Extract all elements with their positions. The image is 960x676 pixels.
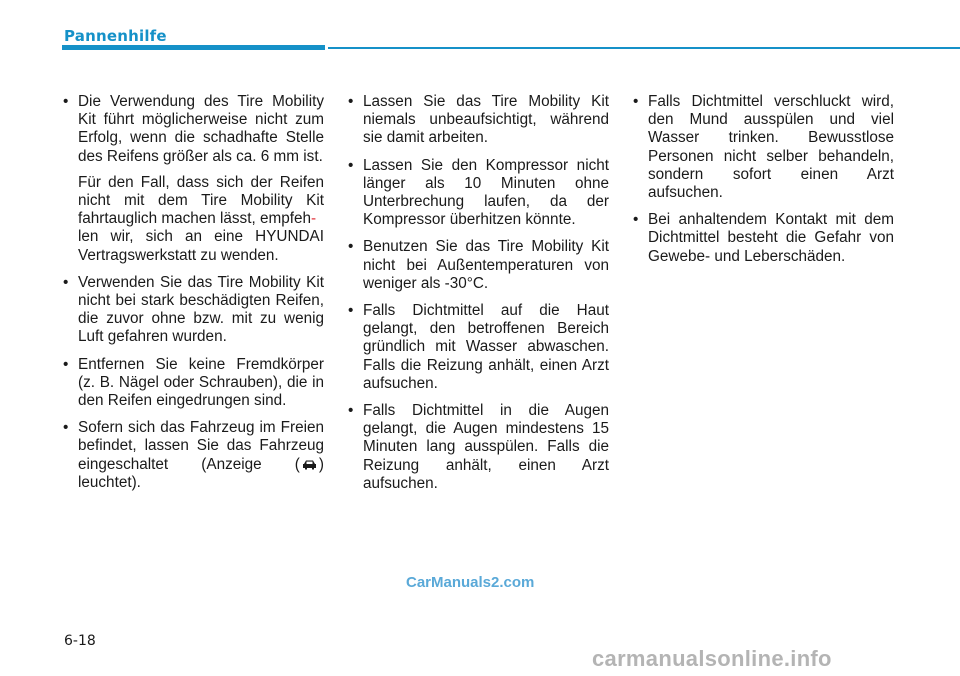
red-hyphen: - <box>310 210 317 228</box>
bullet-item <box>62 419 324 492</box>
paragraph-text-part1: Für den Fall, dass sich der Reifen nicht mit dem Tire Mobility Kit fahrtauglich machen lässt, empfeh <box>78 173 324 228</box>
paragraph-text-part2: len wir, sich an eine HYUNDAI Vertragswerkstatt zu wenden. <box>78 228 324 264</box>
bullet-item <box>347 402 609 493</box>
bullet-item <box>347 302 609 393</box>
bullet-text: Falls Dichtmittel in die Augen gelangt, die Augen mindestens 15 Minuten lang ausspülen. Falls die Reizung anhält, einen Arzt aufsuchen. <box>363 402 609 492</box>
bullet-item <box>632 93 894 202</box>
column-1 <box>62 93 324 501</box>
bullet-marker: • <box>633 211 639 229</box>
bullet-text: Verwenden Sie das Tire Mobility Kit nicht bei stark beschädigten Reifen, die zuvor ohne bzw. mit zu wenig Luft gefahren wurden. <box>78 273 324 346</box>
bullet-text: Falls Dichtmittel auf die Haut gelangt, den betroffenen Bereich gründlich mit Wasser abwaschen. Falls die Reizung anhält, einen Arzt aufsuchen. <box>363 302 609 392</box>
bullet-text: Lassen Sie den Kompressor nicht länger als 10 Minuten ohne Unterbrechung laufen, da der Kompressor überhitzen könnte. <box>363 156 609 229</box>
car-ready-icon <box>302 459 317 470</box>
section-title: Pannenhilfe <box>64 27 167 45</box>
bullet-text: Benutzen Sie das Tire Mobility Kit nicht bei Außentemperaturen von weniger als -30°C. <box>363 238 609 292</box>
bullet-item <box>632 211 894 266</box>
bullet-text: Entfernen Sie keine Fremdkörper (z. B. Nägel oder Schrauben), die in den Reifen eingedrungen sind. <box>78 355 324 410</box>
watermark: carmanualsonline.info <box>592 646 832 671</box>
bullet-item <box>347 238 609 293</box>
bullet-marker: • <box>348 93 354 110</box>
column-2 <box>347 93 609 502</box>
bullet-text-before-icon: Sofern sich das Fahrzeug im Freien befindet, lassen Sie das Fahrzeug eingeschaltet (Anzeige ( <box>78 419 324 473</box>
header-rule <box>328 47 960 49</box>
header-accent-bar <box>62 45 325 50</box>
bullet-text: Falls Dichtmittel verschluckt wird, den Mund ausspülen und viel Wasser trinken. Bewusstlose Personen nicht selber behandeln, sondern sofort einen Arzt aufsuchen. <box>648 93 894 202</box>
bullet-item <box>347 157 609 230</box>
bullet-text: Die Verwendung des Tire Mobility Kit führt möglicherweise nicht zum Erfolg, wenn die schadhafte Stelle des Reifens größer als ca. 6 mm ist. <box>78 93 324 165</box>
bullet-paragraph <box>78 174 324 265</box>
column-3 <box>632 93 894 275</box>
bullet-item <box>62 356 324 411</box>
bullet-marker: • <box>348 402 354 420</box>
bullet-marker: • <box>63 355 69 373</box>
page-number: 6-18 <box>64 633 96 649</box>
bullet-marker: • <box>63 273 69 291</box>
bullet-marker: • <box>63 93 69 110</box>
bullet-marker: • <box>348 156 354 174</box>
carmanuals-link[interactable]: CarManuals2.com <box>406 574 535 591</box>
bullet-text: Bei anhaltendem Kontakt mit dem Dichtmittel besteht die Gefahr von Gewebe- und Leberschäden. <box>648 211 894 265</box>
bullet-item <box>62 93 324 265</box>
bullet-text: Lassen Sie das Tire Mobility Kit niemals unbeaufsichtigt, während sie damit arbeiten. <box>363 93 609 147</box>
bullet-item <box>62 274 324 347</box>
bullet-marker: • <box>633 93 639 110</box>
bullet-marker: • <box>63 419 69 437</box>
bullet-marker: • <box>348 302 354 320</box>
bullet-item <box>347 93 609 148</box>
bullet-marker: • <box>348 238 354 256</box>
bullet-text-after-icon: ) leuchtet). <box>78 455 324 491</box>
